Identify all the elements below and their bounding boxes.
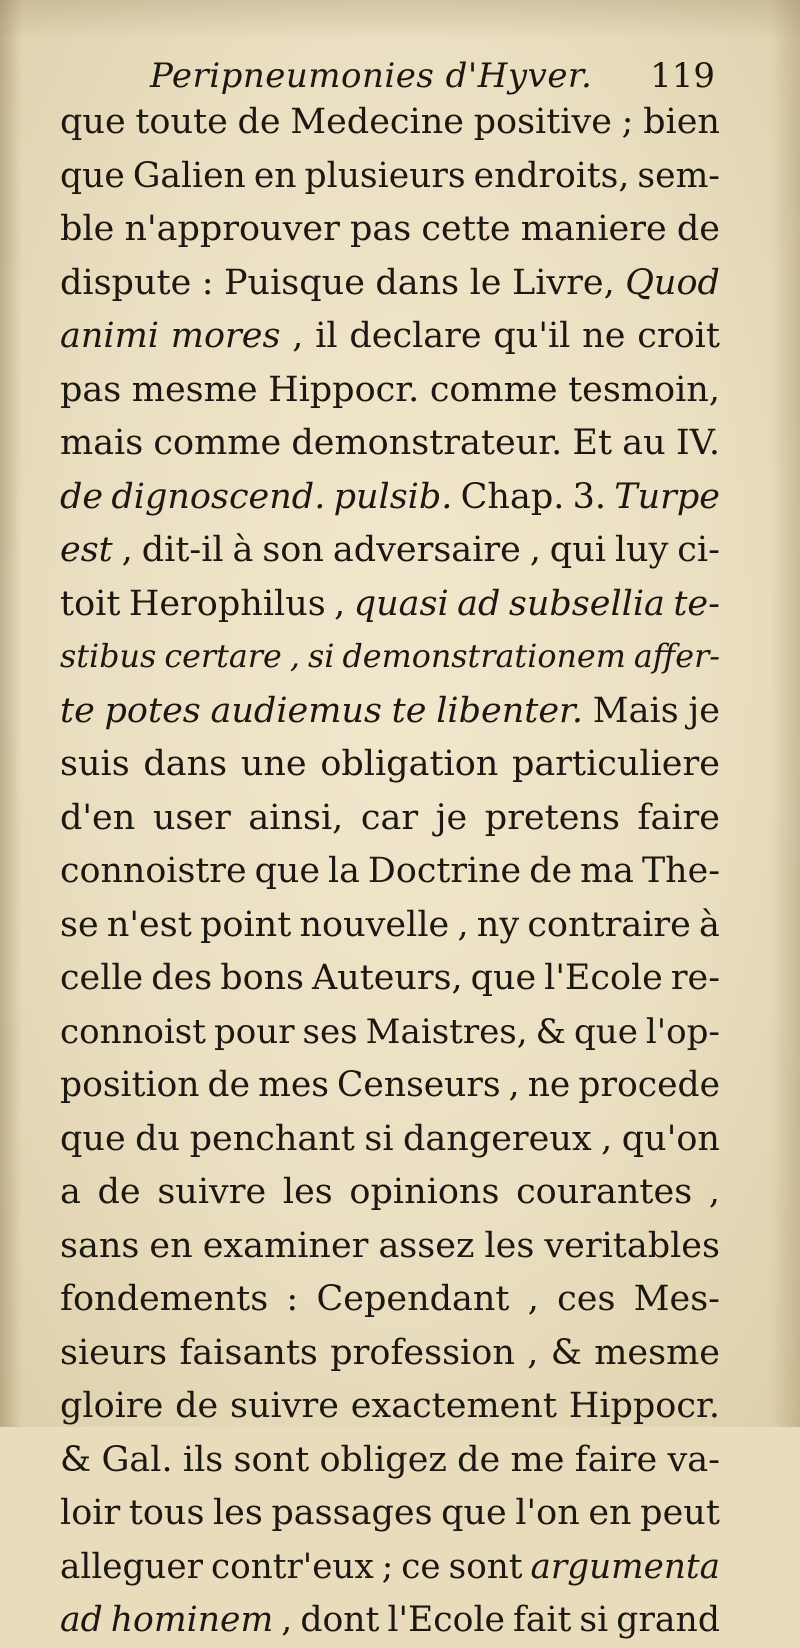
word: tesmoin,: [568, 369, 720, 410]
text-line: [60, 952, 720, 1006]
word: :: [286, 1279, 299, 1319]
word: toute: [135, 102, 228, 142]
word: pretens: [484, 797, 620, 838]
italic-word: subsellia: [508, 583, 665, 624]
italic-word: demonstrationem: [342, 639, 626, 675]
word: l'op-: [645, 1011, 720, 1052]
word: veritables: [544, 1225, 720, 1266]
word: sont: [448, 1546, 523, 1587]
word: ny: [476, 904, 520, 945]
text-line: [60, 1380, 720, 1434]
word: une: [240, 744, 307, 784]
text-line: [60, 471, 720, 525]
italic-word: de: [60, 476, 104, 517]
word: contr'eux: [210, 1546, 374, 1587]
word: passages: [271, 1493, 433, 1533]
word: de: [207, 1065, 251, 1105]
word: ,: [292, 316, 304, 356]
word: va-: [667, 1439, 720, 1480]
word: ;: [381, 1546, 394, 1587]
word: que: [60, 102, 126, 142]
word: croit: [637, 316, 720, 356]
italic-word: te: [60, 690, 95, 731]
word: dit-il: [141, 530, 224, 570]
word: que: [60, 155, 125, 196]
word: ,: [601, 1118, 613, 1159]
text-line: [60, 1006, 720, 1060]
word: Auteurs,: [312, 958, 463, 998]
word: &: [60, 1439, 92, 1480]
italic-word: mores: [170, 316, 281, 356]
word: IV.: [675, 423, 720, 463]
word: d'en: [60, 797, 136, 838]
italic-word: pulsib.: [333, 476, 453, 517]
word: ,: [281, 1600, 293, 1640]
word: que: [441, 1493, 507, 1533]
text-line: [60, 310, 720, 364]
word: connoist: [60, 1011, 206, 1052]
word: à: [232, 530, 254, 570]
word: que: [573, 1011, 638, 1052]
word: pour: [214, 1011, 295, 1052]
word: faire: [574, 1439, 658, 1480]
text-line: [60, 1434, 720, 1488]
word: l'Ecole: [544, 958, 663, 998]
word: sont: [233, 1439, 310, 1480]
word: ,: [334, 583, 346, 624]
word: de: [237, 102, 281, 142]
italic-word: affer-: [633, 639, 720, 675]
text-line: [60, 578, 720, 632]
word: Et: [572, 423, 613, 463]
text-line: [60, 1059, 720, 1113]
word: tous: [128, 1493, 205, 1533]
word: Cependant: [316, 1279, 510, 1319]
italic-word: ,: [289, 639, 300, 675]
word: je: [435, 797, 468, 838]
word: ce: [401, 1546, 441, 1587]
text-line: [60, 1113, 720, 1167]
page-number: 119: [650, 56, 715, 96]
text-line: [60, 685, 720, 739]
italic-word: audiemus: [210, 690, 382, 731]
italic-word: Turpe: [614, 476, 720, 517]
word: adversaire: [332, 530, 521, 570]
word: fondements: [60, 1279, 269, 1319]
word: exactement: [350, 1386, 557, 1426]
word: point: [200, 904, 292, 945]
word: qui: [549, 530, 606, 570]
word: qu'il: [493, 316, 571, 356]
word: Hippocr.: [268, 369, 420, 410]
word: endroits,: [473, 155, 630, 196]
word: de: [529, 851, 573, 891]
word: Mais: [592, 690, 679, 731]
word: comme: [153, 423, 282, 463]
italic-word: dignoscend.: [111, 476, 326, 517]
text-line: [60, 1541, 720, 1595]
word: ne: [527, 1065, 571, 1105]
italic-word: argumenta: [530, 1546, 720, 1587]
word: de: [97, 1172, 141, 1212]
word: obligation: [320, 744, 499, 784]
word: me: [510, 1439, 565, 1480]
word: :: [201, 262, 214, 303]
word: pas: [60, 369, 122, 410]
word: &: [550, 1332, 582, 1373]
word: des: [151, 958, 213, 998]
word: procede: [578, 1065, 720, 1105]
word: mes: [258, 1065, 329, 1105]
word: ,: [708, 1172, 720, 1212]
text-line: [60, 845, 720, 899]
word: ainsi,: [248, 797, 344, 838]
word: gloire: [60, 1386, 164, 1426]
word: du: [135, 1118, 181, 1159]
word: celle: [60, 958, 144, 998]
text-line: [60, 417, 720, 471]
word: l'Ecole: [387, 1600, 505, 1640]
word: obligez: [319, 1439, 447, 1480]
italic-word: stibus: [60, 639, 157, 675]
text-line: [60, 792, 720, 846]
italic-word: Quod: [625, 262, 720, 303]
page-shadow-left: [0, 0, 22, 1427]
word: grand: [616, 1600, 720, 1640]
word: opinions: [349, 1172, 500, 1212]
word: son: [262, 530, 324, 570]
italic-word: ad: [457, 583, 501, 624]
word: de: [676, 209, 720, 249]
word: Chap.: [460, 476, 565, 517]
word: bons: [220, 958, 304, 998]
word: ci-: [677, 530, 720, 570]
italic-word: certare: [164, 639, 282, 675]
word: si: [364, 1118, 394, 1159]
word: les: [212, 1493, 263, 1533]
word: se: [60, 904, 99, 945]
word: ,: [527, 1279, 539, 1319]
word: sieurs: [60, 1332, 168, 1373]
italic-word: quasi: [353, 583, 449, 624]
word: mais: [60, 423, 144, 463]
word: &: [535, 1011, 566, 1052]
word: dans: [143, 744, 228, 784]
word: le: [469, 262, 502, 303]
word: ,: [529, 530, 541, 570]
word: user: [152, 797, 231, 838]
word: les: [282, 1172, 333, 1212]
word: les: [484, 1225, 535, 1266]
word: ils: [182, 1439, 224, 1480]
page-shadow-right: [770, 0, 800, 1427]
word: dangereux: [403, 1118, 592, 1159]
text-line: [60, 1273, 720, 1327]
word: de: [175, 1386, 219, 1426]
word: Puisque: [224, 262, 365, 303]
word: à: [699, 904, 720, 945]
word: ses: [302, 1011, 358, 1052]
word: suis: [60, 744, 130, 784]
word: mesme: [131, 369, 258, 410]
word: qu'on: [621, 1118, 720, 1159]
word: faisants: [179, 1332, 318, 1373]
word: declare: [349, 316, 482, 356]
italic-word: potes: [104, 690, 201, 731]
word: suivre: [157, 1172, 267, 1212]
word: l'on: [515, 1493, 580, 1533]
word: ble: [60, 209, 115, 249]
word: a: [60, 1172, 81, 1212]
word: mesme: [594, 1332, 720, 1373]
word: je: [688, 690, 720, 731]
word: que: [254, 851, 320, 891]
italic-word: animi: [60, 316, 159, 356]
word: toit: [60, 583, 121, 624]
italic-word: hominem: [110, 1600, 274, 1640]
word: si: [579, 1600, 609, 1640]
word: ,: [121, 530, 133, 570]
word: Livre,: [511, 262, 615, 303]
word: Gal.: [101, 1439, 173, 1480]
word: luy: [614, 530, 669, 570]
word: au: [622, 423, 666, 463]
text-line: [60, 1487, 720, 1541]
word: sans: [60, 1225, 140, 1266]
word: en: [149, 1225, 193, 1266]
word: loir: [60, 1493, 121, 1533]
word: comme: [429, 369, 558, 410]
text-line: [60, 96, 720, 150]
word: penchant: [189, 1118, 355, 1159]
word: dans: [375, 262, 460, 303]
word: n'approuver: [124, 209, 340, 249]
italic-word: te-: [673, 583, 720, 624]
italic-word: te: [391, 690, 427, 731]
page-shadow-top: [0, 0, 800, 40]
word: alleguer: [60, 1546, 203, 1587]
italic-word: si: [307, 639, 335, 675]
word: ,: [508, 1065, 520, 1105]
word: nouvelle: [299, 904, 450, 945]
word: Mes-: [633, 1279, 720, 1319]
text-line: [60, 1594, 720, 1648]
word: assez: [378, 1225, 475, 1266]
word: Maistres,: [365, 1011, 528, 1052]
text-line: [60, 203, 720, 257]
word: il: [315, 316, 338, 356]
text-line: [60, 738, 720, 792]
word: particuliere: [512, 744, 720, 784]
text-line: [60, 257, 720, 311]
word: position: [60, 1065, 200, 1105]
word: dispute: [60, 262, 192, 303]
word: dont: [300, 1600, 380, 1640]
word: car: [360, 797, 419, 838]
word: ne: [582, 316, 626, 356]
word: de: [457, 1439, 501, 1480]
word: ma: [580, 851, 634, 891]
word: bien: [643, 102, 720, 142]
word: examiner: [202, 1225, 369, 1266]
word: Herophilus: [128, 583, 326, 624]
text-line: [60, 631, 720, 685]
word: peut: [640, 1493, 720, 1533]
word: en: [253, 155, 297, 196]
word: n'est: [106, 904, 192, 945]
italic-word: ad: [60, 1600, 103, 1640]
text-line: [60, 1220, 720, 1274]
text-line: [60, 899, 720, 953]
word: ,: [527, 1332, 539, 1373]
word: Doctrine: [367, 851, 522, 891]
word: ces: [557, 1279, 616, 1319]
word: cette: [421, 209, 511, 249]
word: ;: [621, 102, 634, 142]
word: re-: [670, 958, 720, 998]
word: fait: [513, 1600, 572, 1640]
word: plusieurs: [304, 155, 466, 196]
word: connoistre: [60, 851, 247, 891]
word: Medecine: [290, 102, 464, 142]
word: que: [470, 958, 537, 998]
word: profession: [330, 1332, 515, 1373]
italic-word: est: [60, 530, 113, 570]
body-text: [60, 96, 720, 1648]
word: Galien: [132, 155, 246, 196]
word: pas: [350, 209, 412, 249]
text-line: [60, 524, 720, 578]
word: sem-: [637, 155, 720, 196]
word: suivre: [230, 1386, 339, 1426]
word: la: [327, 851, 360, 891]
word: courantes: [516, 1172, 693, 1212]
word: Hippocr.: [568, 1386, 720, 1426]
word: The-: [641, 851, 720, 891]
text-line: [60, 364, 720, 418]
text-line: [60, 1166, 720, 1220]
word: contraire: [527, 904, 691, 945]
word: faire: [637, 797, 720, 838]
word: demonstrateur.: [291, 423, 563, 463]
word: ,: [457, 904, 469, 945]
word: Censeurs: [337, 1065, 501, 1105]
word: positive: [473, 102, 612, 142]
word: que: [60, 1118, 126, 1159]
word: en: [588, 1493, 632, 1533]
word: maniere: [520, 209, 667, 249]
word: 3.: [572, 476, 606, 517]
page-header: [150, 50, 715, 100]
text-line: [60, 1327, 720, 1381]
text-line: [60, 150, 720, 204]
running-title: Peripneumonies d'Hyver.: [150, 56, 593, 96]
italic-word: libenter.: [436, 690, 584, 731]
